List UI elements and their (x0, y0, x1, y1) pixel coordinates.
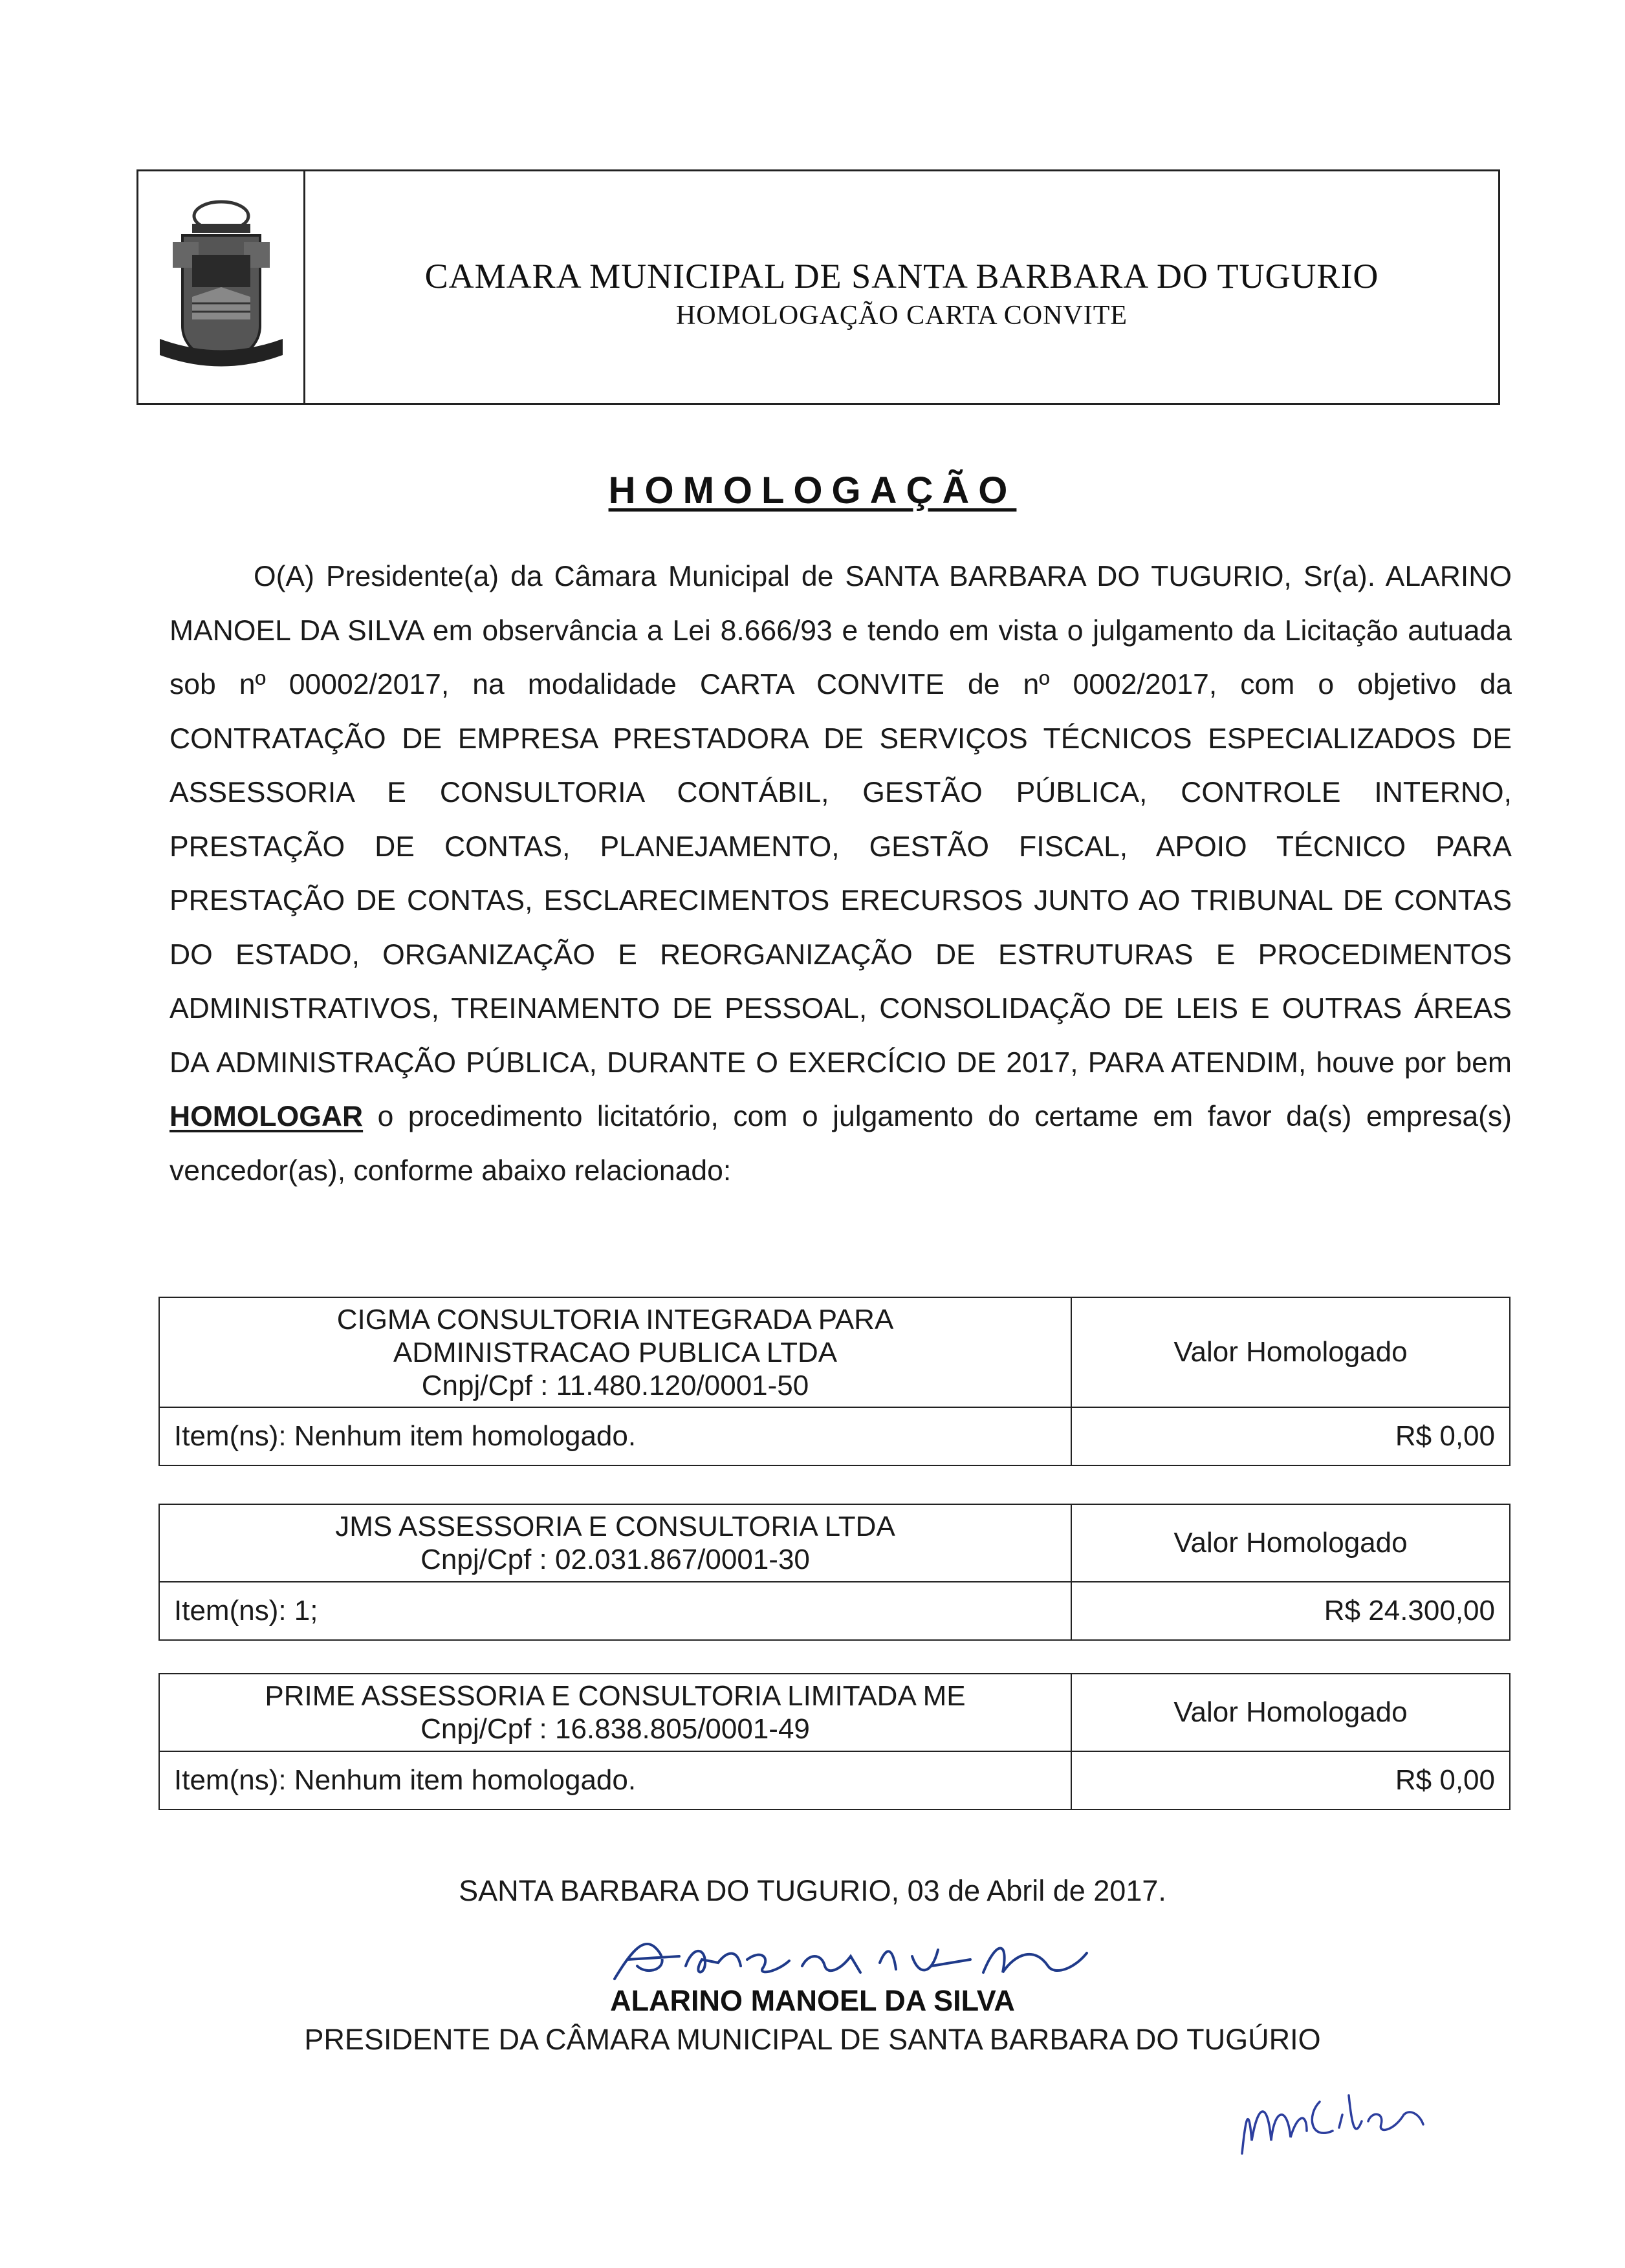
company-name-line: JMS ASSESSORIA E CONSULTORIA LTDA (335, 1511, 895, 1542)
company-cnpj: Cnpj/Cpf : 16.838.805/0001-49 (420, 1713, 810, 1745)
company-name-cell (160, 1298, 1072, 1407)
company-table-2 (158, 1504, 1510, 1641)
body-text-before: O(A) Presidente(a) da Câmara Municipal de SANTA BARBARA DO TUGURIO, Sr(a). ALARINO MANOEL DA SILVA em observância a Lei 8.666/93 e tendo em vista o julgamento da Licitação autuada sob nº 00002/2017, na modalidade CARTA CONVITE de nº 0002/2017, com o objetivo da CONTRATAÇÃO DE EMPRESA PRESTADORA DE SERVIÇOS TÉCNICOS ESPECIALIZADOS DE ASSESSORIA E CONSULTORIA CONTÁBIL, GESTÃO PÚBLICA, CONTROLE INTERNO, PRESTAÇÃO DE CONTAS, PLANEJAMENTO, GESTÃO FISCAL, APOIO TÉCNICO PARA PRESTAÇÃO DE CONTAS, ESCLARECIMENTOS ERECURSOS JUNTO AO TRIBUNAL DE CONTAS DO ESTADO, ORGANIZAÇÃO E REORGANIZAÇÃO DE ESTRUTURAS E PROCEDIMENTOS ADMINISTRATIVOS, TREINAMENTO DE PESSOAL, CONSOLIDAÇÃO DE LEIS E OUTRAS ÁREAS DA ADMINISTRAÇÃO PÚBLICA, DURANTE O EXERCÍCIO DE 2017, PARA ATENDIM, houve por bem (169, 561, 1512, 1079)
value-label: Valor Homologado (1173, 1696, 1408, 1728)
handwritten-initials (1236, 2076, 1430, 2160)
signer-name: ALARINO MANOEL DA SILVA (610, 1984, 1015, 2017)
signer-role: PRESIDENTE DA CÂMARA MUNICIPAL DE SANTA BARBARA DO TUGÚRIO (304, 2023, 1321, 2056)
company-cnpj: Cnpj/Cpf : 11.480.120/0001-50 (421, 1369, 809, 1401)
company-name-line: ADMINISTRACAO PUBLICA LTDA (393, 1336, 838, 1368)
items-cell: Item(ns): Nenhum item homologado. (160, 1408, 1072, 1465)
company-table-1 (158, 1297, 1510, 1466)
homologated-value: R$ 24.300,00 (1324, 1595, 1495, 1626)
handwritten-signature (608, 1921, 1113, 1992)
company-name-line: PRIME ASSESSORIA E CONSULTORIA LIMITADA ME (265, 1680, 966, 1712)
value-label: Valor Homologado (1173, 1336, 1408, 1368)
body-paragraph (169, 550, 1512, 1198)
homologated-value: R$ 0,00 (1395, 1764, 1495, 1796)
header-box (136, 169, 1500, 405)
logo-cell (138, 171, 305, 403)
body-text-after: o procedimento licitatório, com o julgamento do certame em favor da(s) empresa(s) vencedor(as), conforme abaixo relacionado: (169, 1101, 1512, 1187)
company-name-cell (160, 1505, 1072, 1581)
header-text (305, 171, 1498, 403)
value-label: Valor Homologado (1173, 1527, 1408, 1559)
date-line: SANTA BARBARA DO TUGURIO, 03 de Abril de 2017. (459, 1874, 1166, 1907)
institution-title: CAMARA MUNICIPAL DE SANTA BARBARA DO TUGURIO (424, 257, 1379, 296)
company-table-3 (158, 1673, 1510, 1810)
company-name-cell (160, 1674, 1072, 1751)
homologar-emphasis: HOMOLOGAR (169, 1101, 364, 1132)
coat-of-arms-icon (153, 190, 289, 384)
document-heading: HOMOLOGAÇÃO (608, 470, 1017, 512)
items-cell: Item(ns): Nenhum item homologado. (160, 1752, 1072, 1809)
homologated-value: R$ 0,00 (1395, 1420, 1495, 1452)
document-type-subtitle: HOMOLOGAÇÃO CARTA CONVITE (675, 301, 1128, 330)
company-cnpj: Cnpj/Cpf : 02.031.867/0001-30 (420, 1544, 810, 1575)
items-cell: Item(ns): 1; (160, 1582, 1072, 1639)
company-name-line: CIGMA CONSULTORIA INTEGRADA PARA (336, 1303, 894, 1335)
